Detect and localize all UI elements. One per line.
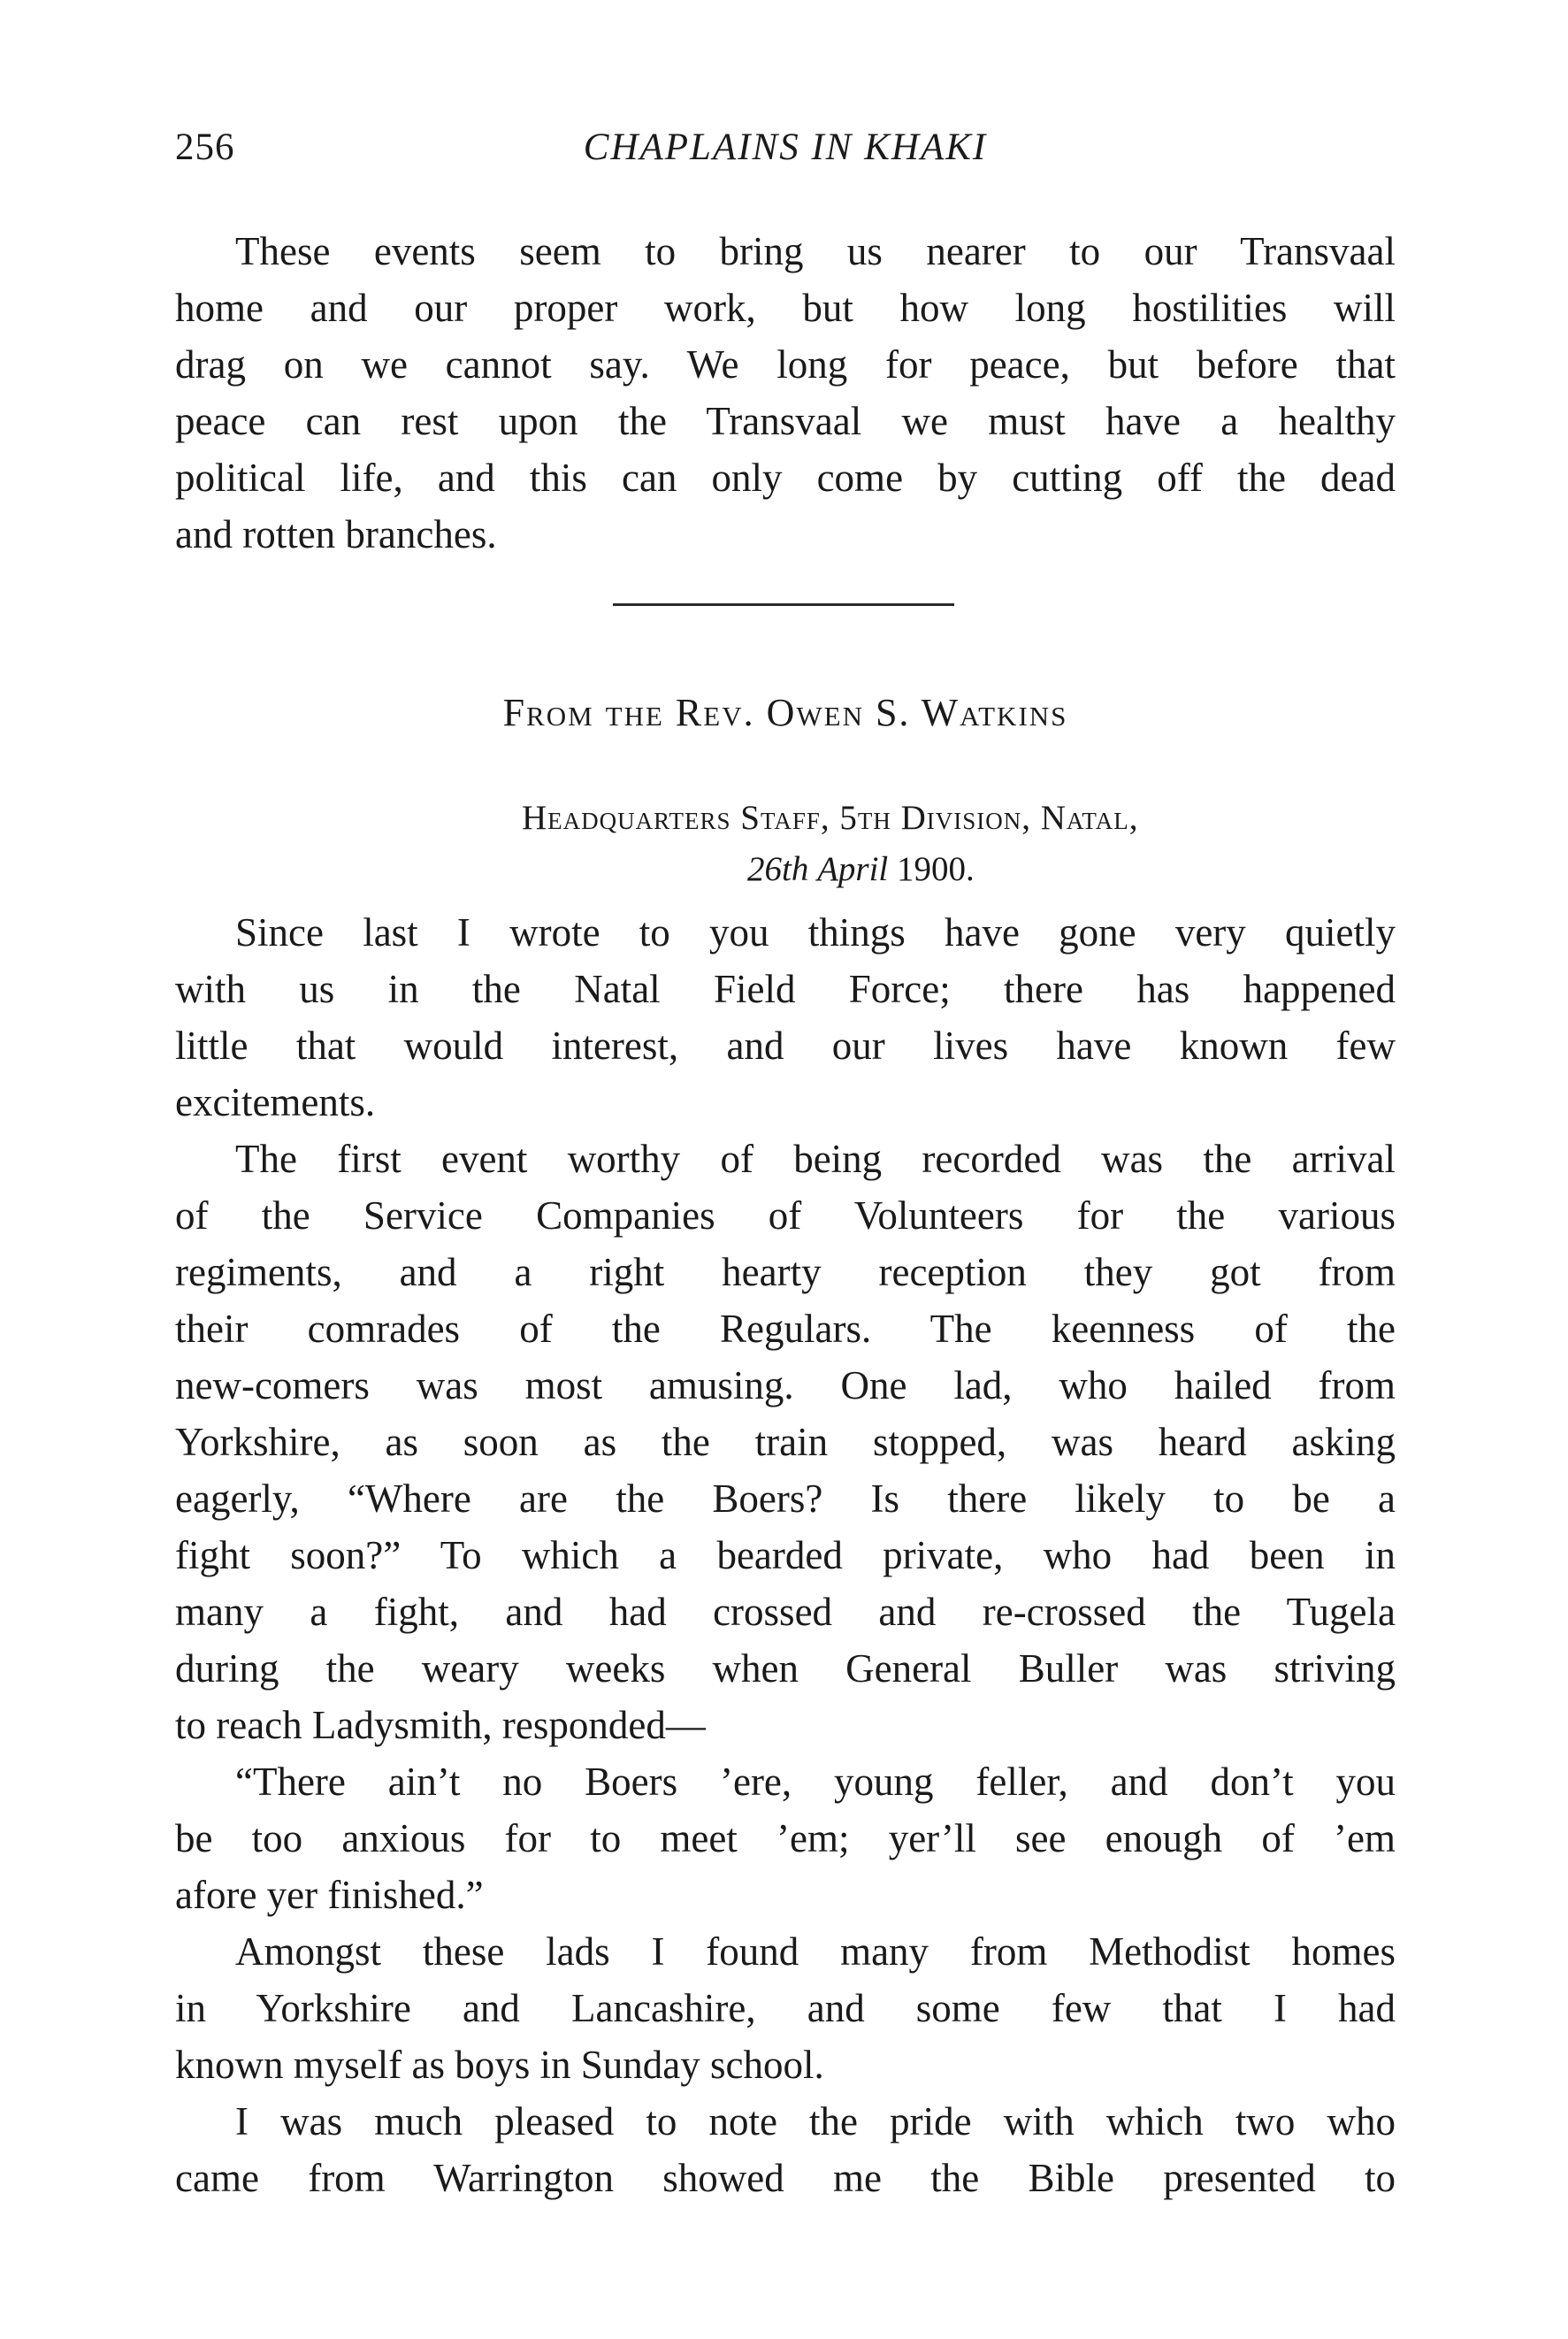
letter-paragraph	[175, 1923, 1396, 2093]
book-title: CHAPLAINS IN KHAKI	[583, 127, 988, 168]
letter-paragraph	[175, 904, 1396, 1131]
text-line: little that would interest, and our lives have known few	[175, 1024, 1396, 1068]
text-line: Amongst these lads I found many from Methodist homes	[235, 1929, 1396, 1974]
letter-paragraph	[175, 1131, 1396, 1753]
text-line: be too anxious for to meet ’em; yer’ll see enough of ’em	[175, 1816, 1396, 1860]
text-line: during the weary weeks when General Buller was striving	[175, 1646, 1396, 1691]
text-line: I was much pleased to note the pride with which two who	[235, 2099, 1396, 2143]
text-line: afore yer finished.”	[175, 1873, 484, 1917]
dateline-place: Headquarters Staff, 5th Division, Natal,	[522, 799, 1139, 837]
text-line: with us in the Natal Field Force; there has happened	[175, 967, 1396, 1011]
text-line: their comrades of the Regulars. The keenness of the	[175, 1307, 1396, 1351]
text-line: political life, and this can only come by cutting off the dead	[175, 456, 1396, 500]
letter-dateline	[522, 793, 1138, 895]
text-line: came from Warrington showed me the Bible presented to	[175, 2156, 1396, 2200]
text-line: of the Service Companies of Volunteers for the various	[175, 1193, 1396, 1238]
text-line: in Yorkshire and Lancashire, and some few that I had	[175, 1986, 1396, 2030]
text-line: “There ain’t no Boers ’ere, young feller, and don’t you	[235, 1760, 1396, 1804]
dateline-year: 1900.	[897, 850, 975, 888]
text-line: fight soon?” To which a bearded private, who had been in	[175, 1533, 1396, 1577]
text-line: regiments, and a right hearty reception they got from	[175, 1250, 1396, 1294]
text-line: eagerly, “Where are the Boers? Is there likely to be a	[175, 1476, 1396, 1521]
text-line: These events seem to bring us nearer to our Transvaal	[235, 229, 1396, 273]
text-line: to reach Ladysmith, responded—	[175, 1703, 706, 1747]
dateline-date	[522, 844, 1138, 895]
text-line: home and our proper work, but how long hostilities will	[175, 286, 1396, 330]
text-line: many a fight, and had crossed and re-crossed the Tugela	[175, 1590, 1396, 1634]
text-line: drag on we cannot say. We long for peace, but before that	[175, 342, 1396, 387]
text-line: The first event worthy of being recorded was the arrival	[235, 1137, 1396, 1181]
text-line: Since last I wrote to you things have gone very quietly	[235, 910, 1396, 955]
running-head	[175, 126, 1396, 188]
section-divider	[613, 603, 954, 606]
section-heading: From the Rev. Owen S. Watkins	[502, 691, 1068, 734]
letter-paragraph	[175, 2093, 1396, 2206]
dateline-day: 26th	[747, 850, 809, 888]
text-line: excitements.	[175, 1080, 376, 1124]
text-line: new-comers was most amusing. One lad, who hailed from	[175, 1363, 1396, 1407]
text-line: known myself as boys in Sunday school.	[175, 2043, 824, 2087]
text-line: Yorkshire, as soon as the train stopped, was heard asking	[175, 1420, 1396, 1464]
letter-paragraph	[175, 1753, 1396, 1923]
intro-paragraph	[175, 223, 1396, 563]
text-line: peace can rest upon the Transvaal we must have a healthy	[175, 399, 1396, 443]
letter-body	[175, 904, 1396, 2206]
text-line: and rotten branches.	[175, 512, 497, 556]
page-number: 256	[175, 127, 235, 168]
dateline-month: April	[817, 850, 889, 888]
